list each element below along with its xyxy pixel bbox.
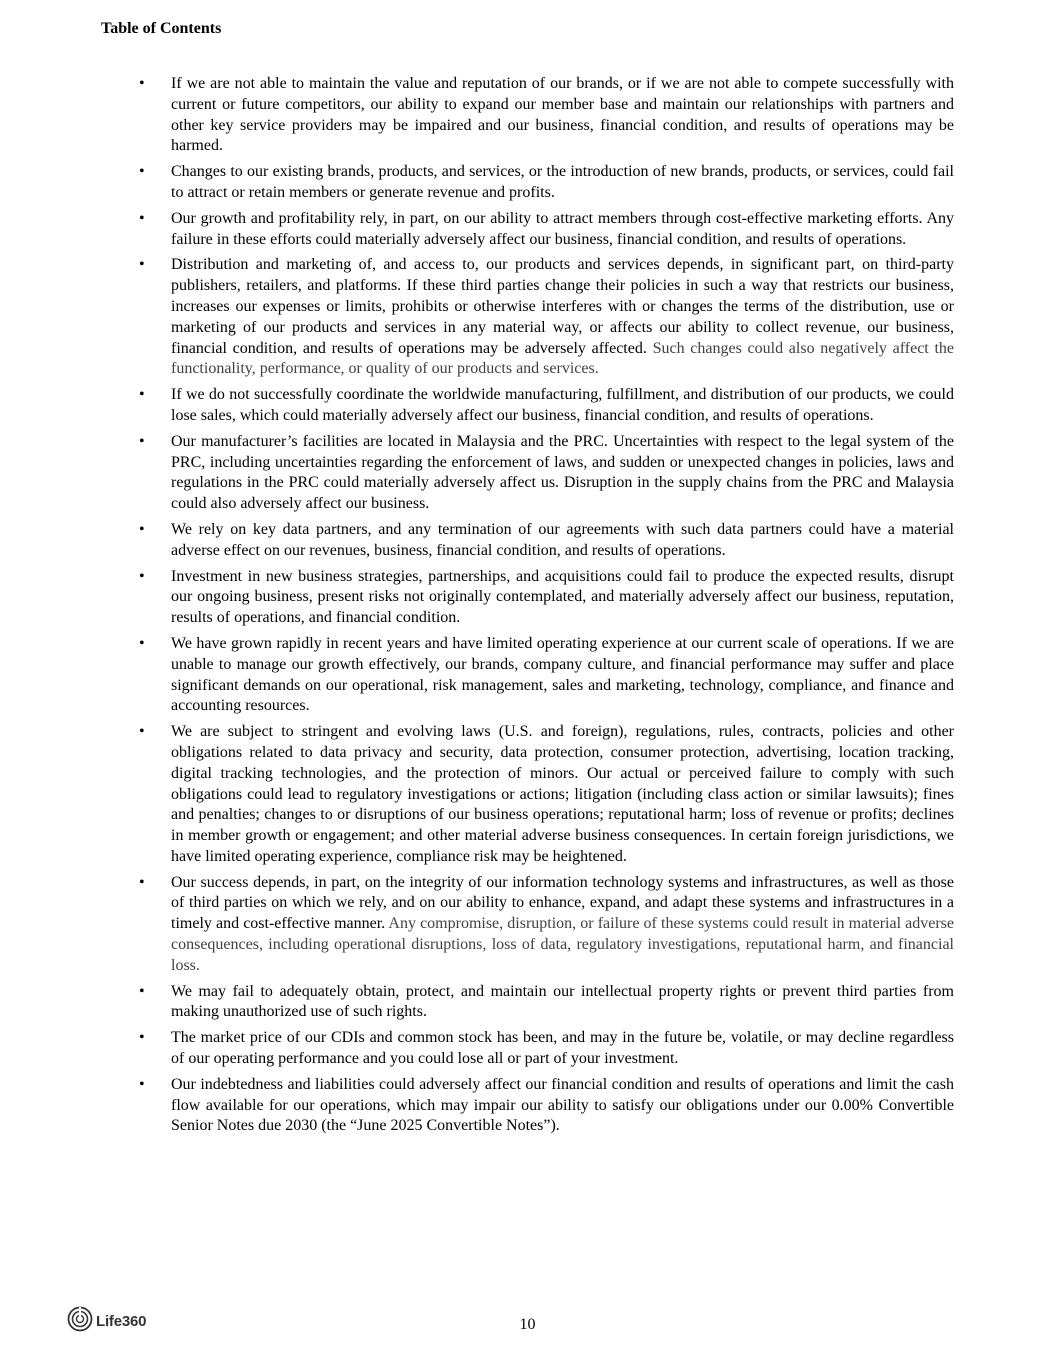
list-item-text: Our success depends, in part, on the integrity of our information technology systems and infrastructures, as well as those of third parties on which we rely, and on our ability to enhance, expand, and adapt these systems and infrastructures in a timely and cost-effective manner. Any compromise, disruption, or failure of these systems could result in material adverse consequences, including operational disruptions, loss of data, regulatory investigations, reputational harm, and financial loss.: [171, 873, 954, 974]
bullet-marker: •: [139, 256, 145, 274]
bullet-marker: •: [139, 163, 145, 181]
list-item: [139, 982, 954, 1024]
list-item: [139, 209, 954, 251]
list-item: [139, 1028, 954, 1070]
list-item-text: We have grown rapidly in recent years and have limited operating experience at our current scale of operations. If we are unable to manage our growth effectively, our brands, company culture, and financial performance may suffer and place significant demands on our operational, risk management, sales and marketing, technology, compliance, and finance and accounting resources.: [171, 634, 954, 715]
list-item: [139, 74, 954, 157]
page-number: 10: [519, 1316, 536, 1333]
list-item-extra-text: Any compromise, disruption, or failure of these systems could result in material adverse consequences, including operational disruptions, loss of data, regulatory investigations, reputational harm, and financial loss.: [171, 915, 954, 974]
bullet-marker: •: [139, 209, 145, 227]
list-item-text: We rely on key data partners, and any termination of our agreements with such data partners could have a material adverse effect on our revenues, business, financial condition, and results of operations.: [171, 520, 954, 559]
list-item-text: Our manufacturer’s facilities are located in Malaysia and the PRC. Uncertainties with respect to the legal system of the PRC, including uncertainties regarding the enforcement of laws, and sudden or unexpected changes in policies, laws and regulations in the PRC could materially adversely affect us. Disruption in the supply chains from the PRC and Malaysia could also adversely affect our business.: [171, 432, 954, 513]
bullet-marker: •: [139, 873, 145, 891]
list-item: [139, 385, 954, 427]
table-of-contents-link[interactable]: Table of Contents: [101, 20, 222, 37]
list-item: [139, 873, 954, 977]
list-item-text: Investment in new business strategies, partnerships, and acquisitions could fail to produce the expected results, disrupt our ongoing business, present risks not originally contemplated, and materially adversely affect our business, reputation, results of operations, and financial condition.: [171, 567, 954, 627]
list-item-text: The market price of our CDIs and common stock has been, and may in the future be, volatile, or may decline regardless of our operating performance and you could lose all or part of your investment.: [171, 1029, 954, 1068]
list-item-text: We may fail to adequately obtain, protect, and maintain our intellectual property rights or prevent third parties from making unauthorized use of such rights.: [171, 982, 954, 1021]
list-item-extra-text: Such changes could also negatively affect the functionality, performance, or quality of our products and services.: [171, 339, 955, 378]
risk-factor-list: [139, 74, 954, 1142]
list-item: [139, 432, 954, 515]
list-item-text: Distribution and marketing of, and access to, our products and services depends, in significant part, on third-party publishers, retailers, and platforms. If these third parties change their policies in such a way that restricts our business, increases our expenses or limits, prohibits or otherwise interferes with or changes the terms of the distribution, use or marketing of our products and services in any material way, or affects our ability to collect revenue, our business, financial condition, and results of operations may be adversely affected. Such changes could also negatively affect the functionality, performance, or quality of our products and services.: [171, 256, 955, 378]
bullet-marker: •: [139, 432, 145, 450]
list-item-text: If we do not successfully coordinate the worldwide manufacturing, fulfillment, and distribution of our products, we could lose sales, which could materially adversely affect our business, financial condition, and results of operations.: [171, 386, 954, 424]
list-item: [139, 255, 954, 380]
bullet-marker: •: [139, 567, 145, 585]
list-item: [139, 634, 954, 717]
list-item: [139, 162, 954, 204]
bullet-marker: •: [139, 723, 145, 741]
list-item: [139, 520, 954, 562]
bullet-marker: •: [139, 1075, 145, 1093]
list-item: [139, 1075, 954, 1137]
bullet-marker: •: [139, 634, 145, 652]
bullet-marker: •: [139, 1029, 145, 1047]
logo-wordmark: Life360: [96, 1313, 147, 1330]
bullet-marker: •: [139, 386, 145, 404]
list-item-text: Changes to our existing brands, products, and services, or the introduction of new brands, products, or services, could fail to attract or retain members or generate revenue and profits.: [171, 163, 954, 201]
list-item-text: We are subject to stringent and evolving laws (U.S. and foreign), regulations, rules, contracts, policies and other obligations related to data privacy and security, data protection, consumer protection, advertising, location tracking, digital tracking technologies, and the protection of minors. Our actual or perceived failure to comply with such obligations could lead to regulatory investigations or actions; litigation (including class action or similar lawsuits); fines and penalties; changes to or disruptions of our business operations; reputational harm; loss of revenue or profits; declines in member growth or engagement; and other material adverse business consequences. In certain foreign jurisdictions, we have limited operating experience, compliance risk may be heightened.: [171, 723, 954, 865]
list-item-text: Our indebtedness and liabilities could adversely affect our financial condition and results of operations and limit the cash flow available for our operations, which may impair our ability to satisfy our obligations under our 0.00% Convertible Senior Notes due 2030 (the “June 2025 Convertible Notes”).: [171, 1075, 954, 1135]
list-item: [139, 722, 954, 868]
list-item: [139, 567, 954, 629]
list-item-text: Our growth and profitability rely, in part, on our ability to attract members through cost-effective marketing efforts. Any failure in these efforts could materially adversely affect our business, financial condition, and results of operations.: [171, 209, 954, 248]
bullet-marker: •: [139, 520, 145, 538]
bullet-marker: •: [139, 982, 145, 1000]
bullet-marker: •: [139, 75, 145, 92]
list-item-text: If we are not able to maintain the value and reputation of our brands, or if we are not able to compete successfully with current or future competitors, our ability to expand our member base and maintain our relationships with partners and other key service providers may be impaired and our business, financial condition, and results of operations may be harmed.: [171, 75, 954, 155]
